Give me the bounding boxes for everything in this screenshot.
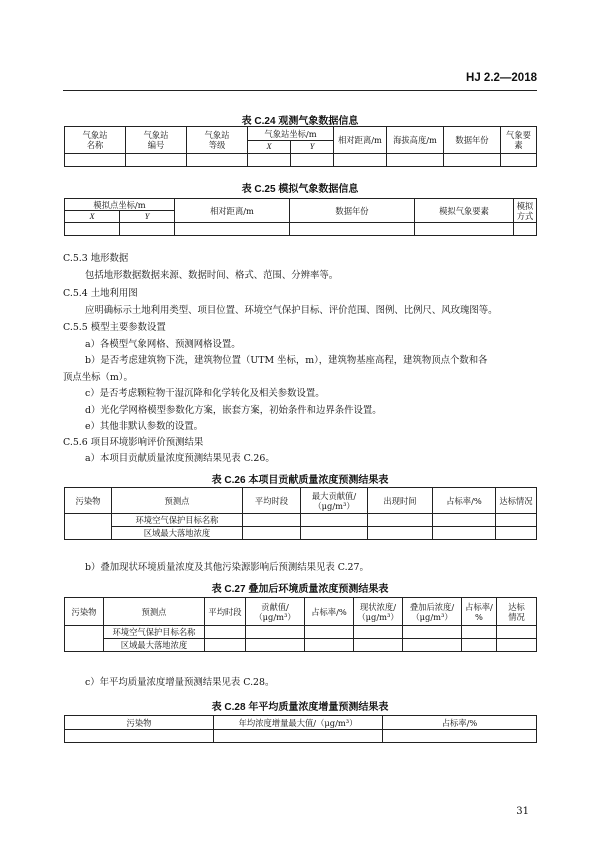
table-c28-caption: 表 C.28 年平均质量浓度增量预测结果表 — [211, 702, 389, 713]
t24-col-year: 数据年份 — [444, 127, 501, 154]
table-c27 — [64, 597, 537, 652]
table-row — [65, 527, 537, 540]
t24-col-elements: 气象要素 — [501, 127, 537, 154]
t26-col-ratio: 占标率/% — [433, 488, 496, 514]
section-c53-text: 包括地形数据数据来源、数据时间、格式、范围、分辨率等。 — [85, 270, 339, 281]
table-row — [65, 154, 537, 167]
t25-col-coords: 模拟点坐标/m — [65, 199, 175, 211]
section-c53-heading: C.5.3 地形数据 — [63, 253, 129, 264]
result-b: b）叠加现状环境质量浓度及其他污染源影响后预测结果见表 C.27。 — [85, 562, 369, 573]
t27-col-contrib: 贡献值/ （μg/m³） — [246, 598, 305, 626]
t27-col-status: 达标 情况 — [497, 598, 537, 626]
t26-col-status: 达标情况 — [496, 488, 537, 514]
item-a: a）各模型气象网格、预测网格设置。 — [85, 339, 241, 350]
item-b-line1: b）是否考虑建筑物下洗，建筑物位置（UTM 坐标，m），建筑物基座高程，建筑物顶点个数和各 — [85, 355, 488, 366]
section-c54-heading: C.5.4 土地利用图 — [63, 288, 138, 299]
item-d: d）光化学网格模型参数化方案，嵌套方案，初始条件和边界条件设置。 — [85, 405, 382, 416]
table-row — [65, 626, 537, 639]
t27-row-target: 环境空气保护目标名称 — [104, 626, 205, 639]
result-c: c）年平均质量浓度增量预测结果见表 C.28。 — [85, 677, 275, 688]
header-rule — [63, 90, 537, 91]
t26-col-time: 出现时间 — [368, 488, 433, 514]
table-c26 — [64, 487, 537, 540]
table-c25-caption: 表 C.25 模拟气象数据信息 — [241, 184, 359, 195]
t27-col-pollutant: 污染物 — [65, 598, 104, 626]
t25-col-elements: 模拟气象要素 — [415, 199, 514, 223]
table-c24-caption: 表 C.24 观测气象数据信息 — [241, 116, 359, 127]
t24-col-x: X — [248, 141, 291, 154]
t26-col-max: 最大贡献值/ （μg/m³） — [301, 488, 368, 514]
t24-col-y: Y — [291, 141, 334, 154]
t25-col-x: X — [65, 211, 120, 223]
t27-col-ratio2: 占标率/ % — [462, 598, 497, 626]
t27-col-point: 预测点 — [104, 598, 205, 626]
standard-code: HJ 2.2—2018 — [466, 72, 537, 84]
t26-col-period: 平均时段 — [243, 488, 301, 514]
item-c: c）是否考虑颗粒物干湿沉降和化学转化及相关参数设置。 — [85, 388, 325, 399]
table-row — [65, 639, 537, 652]
t28-col-max-increment: 年均浓度增量最大值/（μg/m³） — [214, 716, 383, 730]
section-c55-heading: C.5.5 模型主要参数设置 — [63, 322, 166, 333]
t24-col-altitude: 海拔高度/m — [387, 127, 444, 154]
table-c24 — [64, 126, 537, 167]
t27-col-stacked: 叠加后浓度/ （μg/m³） — [403, 598, 462, 626]
t25-col-method: 模拟方式 — [514, 199, 537, 223]
item-b-line2: 顶点坐标（m）。 — [63, 372, 133, 383]
table-row — [65, 223, 537, 236]
t28-col-pollutant: 污染物 — [65, 716, 214, 730]
t27-col-period: 平均时段 — [205, 598, 246, 626]
t24-col-coords: 气象站坐标/m — [248, 127, 334, 141]
t26-row-max-area: 区域最大落地浓度 — [112, 527, 243, 540]
section-c56-heading: C.5.6 项目环境影响评价预测结果 — [63, 437, 204, 448]
t27-col-ratio1: 占标率/% — [305, 598, 354, 626]
table-c25 — [64, 198, 537, 236]
t28-col-ratio: 占标率/% — [383, 716, 537, 730]
section-c54-text: 应明确标示土地利用类型、项目位置、环境空气保护目标、评价范围、图例、比例尺、风玫瑰图等。 — [85, 305, 498, 316]
t26-col-pollutant: 污染物 — [65, 488, 112, 514]
table-row — [65, 730, 537, 743]
t25-col-year: 数据年份 — [290, 199, 415, 223]
item-e: e）其他非默认参数的设置。 — [85, 421, 204, 432]
table-row — [65, 514, 537, 527]
t27-row-max-area: 区域最大落地浓度 — [104, 639, 205, 652]
t26-row-target: 环境空气保护目标名称 — [112, 514, 243, 527]
t24-col-station-level: 气象站 等级 — [187, 127, 248, 154]
page-number: 31 — [516, 806, 529, 817]
t26-col-point: 预测点 — [112, 488, 243, 514]
t24-col-station-id: 气象站 编号 — [126, 127, 187, 154]
t25-col-y: Y — [120, 211, 175, 223]
table-c27-caption: 表 C.27 叠加后环境质量浓度预测结果表 — [211, 584, 389, 595]
table-c28 — [64, 715, 537, 743]
t25-col-distance: 相对距离/m — [175, 199, 290, 223]
t24-col-station-name: 气象站 名称 — [65, 127, 126, 154]
table-c26-caption: 表 C.26 本项目贡献质量浓度预测结果表 — [211, 475, 389, 486]
t24-col-distance: 相对距离/m — [334, 127, 387, 154]
result-a: a）本项目贡献质量浓度预测结果见表 C.26。 — [85, 453, 275, 464]
t27-col-current: 现状浓度/ （μg/m³） — [354, 598, 403, 626]
